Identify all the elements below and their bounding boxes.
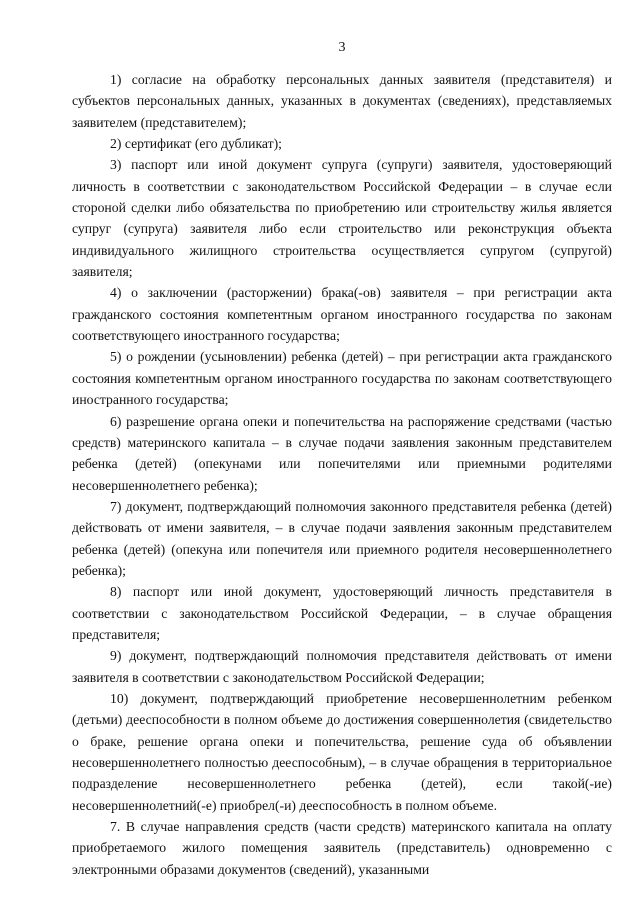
paragraph-representative-passport: 8) паспорт или иной документ, удостоверяющий личность представителя в соответствии с законодательством Российской Федерации, – в случае обращения представителя; <box>72 584 612 642</box>
paragraph-legal-representative: 7) документ, подтверждающий полномочия законного представителя ребенка (детей) действовать от имени заявителя, – в случае подачи заявления законным представителем ребенка (детей) (опекуна или попечителя или приемного родителя несовершеннолетнего ребенка); <box>72 498 612 578</box>
paragraph-certificate: 2) сертификат (его дубликат); <box>110 136 282 152</box>
paragraph-spouse-passport: 3) паспорт или иной документ супруга (супруги) заявителя, удостоверяющий личность в соответствии с законодательством Российской Федерации – в случае если стороной сделки либо обязательства по приобретению или строительству жилья является супруг (супруга) заявителя либо если строительство или реконструкция объекта индивидуального жилищного строительства осуществляется супругом (супругой) заявителя; <box>72 157 612 280</box>
paragraph-marriage: 4) о заключении (расторжении) брака(-ов) заявителя – при регистрации акта гражданского состояния компетентным органом иностранного государства по законам соответствующего иностранного государства; <box>72 285 612 344</box>
paragraph-consent: 1) согласие на обработку персональных данных заявителя (представителя) и субъектов персональных данных, указанных в документах (сведениях), представляемых заявителем (представителем); <box>72 72 612 130</box>
paragraph-birth: 5) о рождении (усыновлении) ребенка (детей) – при регистрации акта гражданского состояния компетентным органом иностранного государства по законам соответствующего иностранного государства; <box>72 349 612 408</box>
paragraph-guardianship-permission: 6) разрешение органа опеки и попечительства на распоряжение средствами (частью средств) материнского капитала – в случае подачи заявления законным представителем ребенка (детей) (опекунами или попечителями или приемными родителями несовершеннолетнего ребенка); <box>72 413 612 493</box>
document-page <box>72 40 612 890</box>
paragraph-section-7: 7. В случае направления средств (части средств) материнского капитала на оплату приобретаемого жилого помещения заявитель (представитель) одновременно с электронными образами документов (сведений), указанными <box>72 819 612 877</box>
page-number: 3 <box>338 40 346 55</box>
paragraph-minor-capacity: 10) документ, подтверждающий приобретение несовершеннолетним ребенком (детьми) дееспособности в полном объеме до достижения совершеннолетия (свидетельство о браке, решение органа опеки и попечительства, решение суда об объявлении несовершеннолетнего полностью дееспособным), – в случае обращения в территориальное подразделение несовершеннолетнего ребенка (детей), если такой(-ие) несовершеннолетний(-е) приобрел(-и) дееспособность в полном объеме. <box>72 690 612 813</box>
paragraph-representative-authority: 9) документ, подтверждающий полномочия представителя действовать от имени заявителя в соответствии с законодательством Российской Федерации; <box>72 648 612 685</box>
